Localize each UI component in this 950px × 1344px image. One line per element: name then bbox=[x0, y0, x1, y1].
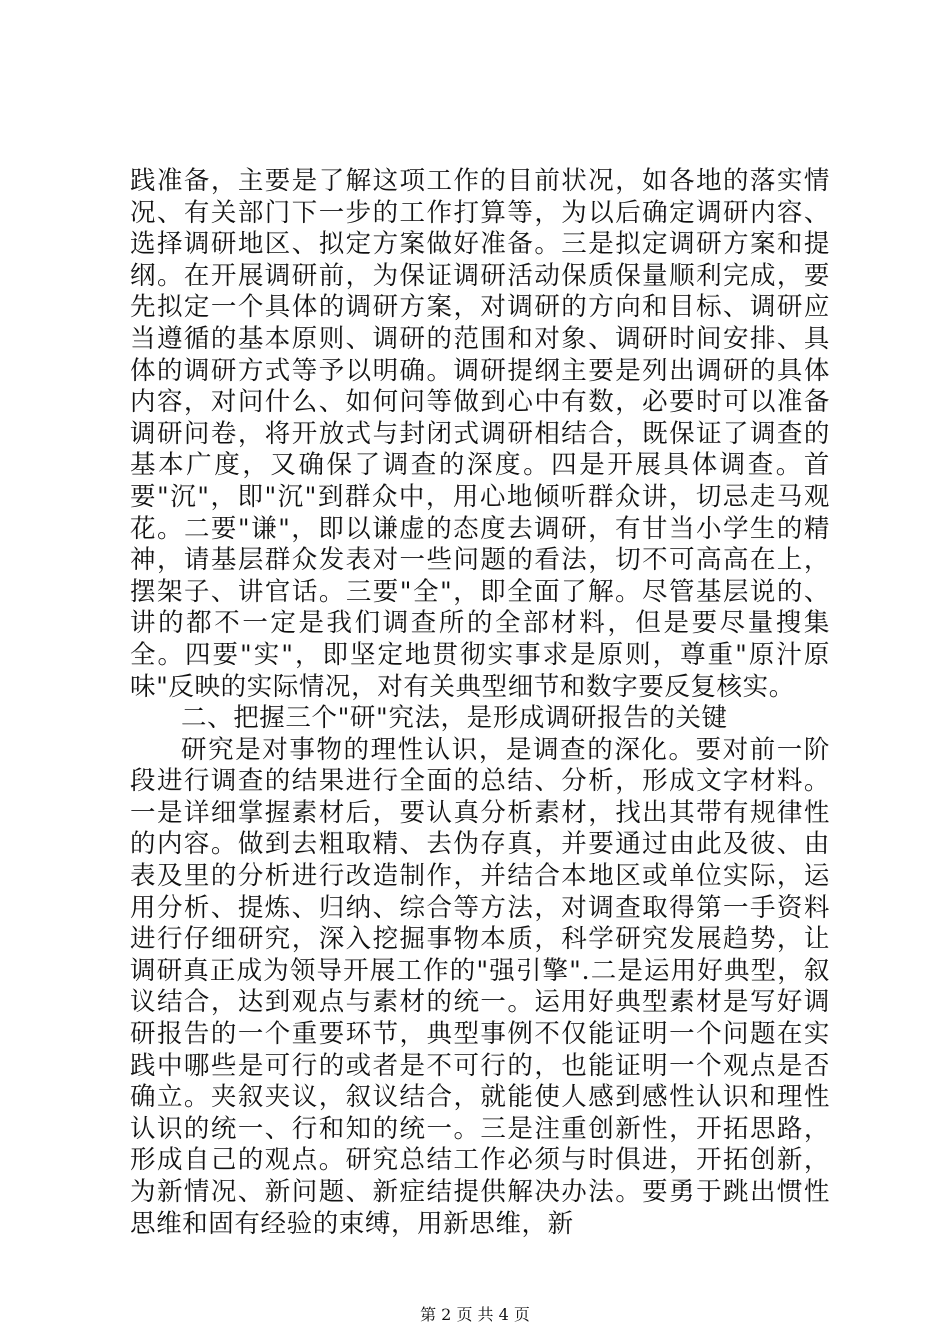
document-body bbox=[130, 166, 830, 1240]
paragraph: 研究是对事物的理性认识，是调查的深化。要对前一阶段进行调查的结果进行全面的总结、分析，形成文字材料。一是详细掌握素材后，要认真分析素材，找出其带有规律性的内容。做到去粗取精、去伪存真，并要通过由此及彼、由表及里的分析进行改造制作，并结合本地区或单位实际，运用分析、提炼、归纳、综合等方法，对调查取得第一手资料进行仔细研究，深入挖掘事物本质，科学研究发展趋势，让调研真正成为领导开展工作的"强引擎".二是运用好典型，叙议结合，达到观点与素材的统一。运用好典型素材是写好调研报告的一个重要环节，典型事例不仅能证明一个问题在实践中哪些是可行的或者是不可行的，也能证明一个观点是否确立。夹叙夹议，叙议结合，就能使人感到感性认识和理性认识的统一、行和知的统一。三是注重创新性，开拓思路，形成自己的观点。研究总结工作必须与时俱进，开拓创新，为新情况、新问题、新症结提供解决办法。要勇于跳出惯性思维和固有经验的束缚，用新思维，新 bbox=[130, 734, 830, 1239]
page-footer: 第 2 页 共 4 页 bbox=[420, 1305, 530, 1324]
section-heading: 二、把握三个"研"究法，是形成调研报告的关键 bbox=[181, 703, 728, 734]
paragraph-continued: 践准备，主要是了解这项工作的目前状况，如各地的落实情况、有关部门下一步的工作打算等，为以后确定调研内容、选择调研地区、拟定方案做好准备。三是拟定调研方案和提纲。在开展调研前，为保证调研活动保质保量顺利完成，要先拟定一个具体的调研方案，对调研的方向和目标、调研应当遵循的基本原则、调研的范围和对象、调研时间安排、具体的调研方式等予以明确。调研提纲主要是列出调研的具体内容，对问什么、如何问等做到心中有数，必要时可以准备调研问卷，将开放式与封闭式调研相结合，既保证了调查的基本广度，又确保了调查的深度。四是开展具体调查。首要"沉"，即"沉"到群众中，用心地倾听群众讲，切忌走马观花。二要"谦"，即以谦虚的态度去调研，有甘当小学生的精神，请基层群众发表对一些问题的看法，切不可高高在上，摆架子、讲官话。三要"全"，即全面了解。尽管基层说的、讲的都不一定是我们调查所的全部材料，但是要尽量搜集全。四要"实"，即坚定地贯彻实事求是原则，尊重"原汁原味"反映的实际情况，对有关典型细节和数字要反复核实。 bbox=[130, 166, 830, 702]
